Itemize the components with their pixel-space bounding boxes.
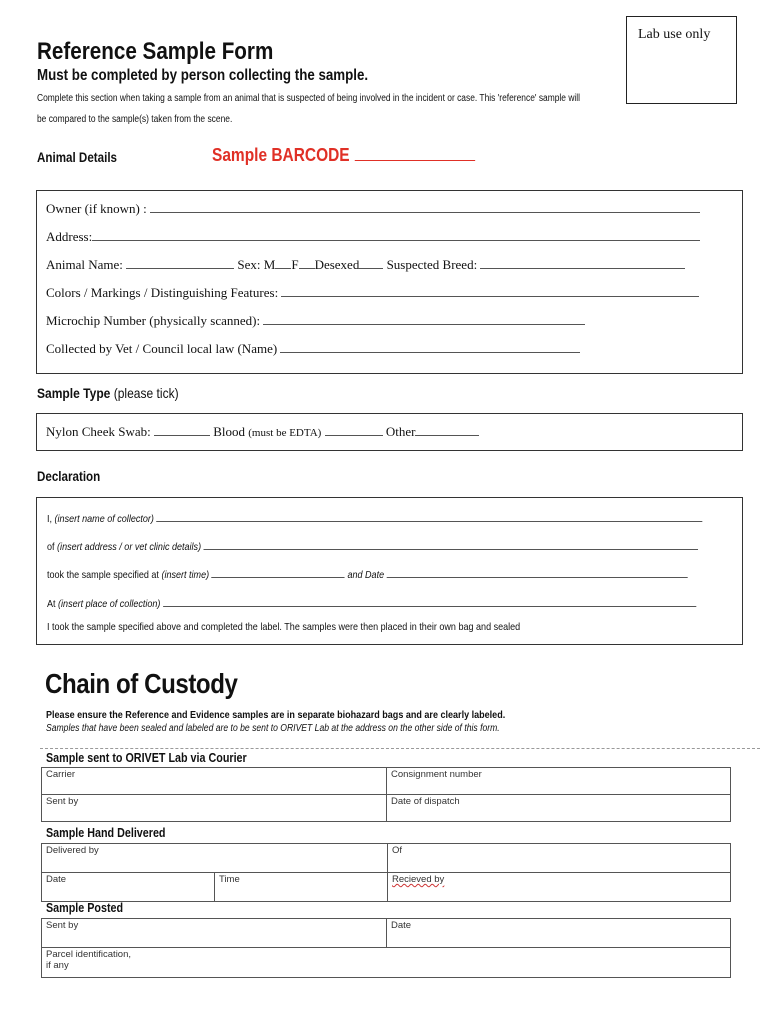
courier-sent-by-cell[interactable]	[42, 795, 387, 822]
collector-name-row	[47, 510, 703, 525]
microchip-field[interactable]	[263, 313, 585, 325]
address-label: Address:	[46, 229, 93, 244]
intro-line-1: Complete this section when taking a sample from an animal that is suspected of being involved in the incident or case. This 'reference' sample will	[37, 93, 581, 104]
hand-time-cell[interactable]	[215, 873, 388, 902]
collector-address-field[interactable]	[204, 538, 699, 550]
posted-heading: Sample Posted	[46, 901, 124, 915]
dispatch-date-label: Date of dispatch	[391, 796, 460, 807]
desexed-field[interactable]	[359, 257, 383, 269]
courier-table	[41, 767, 731, 822]
owner-field[interactable]	[150, 201, 700, 213]
animal-details-box	[36, 190, 743, 374]
sample-type-row	[46, 424, 479, 440]
declaration-heading: Declaration	[37, 469, 101, 484]
sex-f-label: F	[291, 257, 299, 272]
other-field[interactable]	[415, 424, 479, 436]
lab-use-only-label: Lab use only	[638, 27, 711, 42]
animal-name-field[interactable]	[126, 257, 234, 269]
custody-note-2: Samples that have been sealed and labeled are to be sent to ORIVET Lab at the address on the other side of this form.	[46, 723, 500, 734]
intro-line-2: be compared to the sample(s) taken from the scene.	[37, 114, 233, 125]
sample-type-title: Sample Type	[37, 385, 111, 401]
blood-note: (must be EDTA)	[248, 427, 322, 439]
nylon-label: Nylon Cheek Swab:	[46, 424, 151, 439]
blood-field[interactable]	[325, 424, 383, 436]
posted-table	[41, 918, 731, 978]
place-prefix: At	[47, 598, 59, 610]
of-cell[interactable]	[388, 844, 731, 873]
animal-name-label: Animal Name:	[46, 257, 123, 272]
consignment-cell[interactable]	[387, 768, 731, 795]
form-title: Reference Sample Form	[37, 38, 274, 65]
collected-label: Collected by Vet / Council local law (Name)	[46, 341, 278, 356]
hand-delivered-table	[41, 843, 731, 902]
custody-note-1: Please ensure the Reference and Evidence samples are in separate biohazard bags and are clearly labeled.	[46, 709, 506, 721]
chain-of-custody-title: Chain of Custody	[45, 668, 238, 699]
sample-type-box	[36, 413, 743, 451]
lab-use-only-box	[626, 16, 737, 104]
form-subtitle: Must be completed by person collecting the sample.	[37, 67, 369, 84]
declaration-box	[36, 497, 743, 645]
sex-f-field[interactable]	[299, 257, 315, 269]
hand-time-label: Time	[219, 874, 240, 885]
blood-label: Blood	[213, 424, 246, 439]
posted-sent-by-label: Sent by	[46, 920, 79, 931]
address-hint: (insert address / or vet clinic details)	[57, 541, 202, 553]
colors-label: Colors / Markings / Distinguishing Features:	[46, 285, 279, 300]
collected-field[interactable]	[280, 341, 580, 353]
date-label: and Date	[347, 569, 385, 581]
delivered-by-label: Delivered by	[46, 845, 99, 856]
hand-date-label: Date	[46, 874, 67, 885]
sex-label: Sex: M	[237, 257, 276, 272]
place-row	[47, 595, 696, 610]
time-date-row	[47, 566, 688, 581]
owner-row	[46, 201, 700, 217]
parcel-id-cell[interactable]	[42, 948, 731, 978]
of-label: Of	[392, 845, 403, 856]
address-prefix: of	[47, 541, 58, 553]
barcode-field[interactable]	[355, 146, 475, 161]
received-by-cell[interactable]	[388, 873, 731, 902]
sample-barcode	[212, 145, 475, 166]
time-prefix: took the sample specified at	[47, 569, 162, 581]
parcel-id-label-2: if any	[46, 960, 69, 971]
delivered-by-cell[interactable]	[42, 844, 388, 873]
carrier-label: Carrier	[46, 769, 76, 780]
collector-hint: (insert name of collector)	[54, 513, 154, 525]
colors-field[interactable]	[281, 285, 699, 297]
posted-date-cell[interactable]	[387, 919, 731, 948]
desexed-label: Desexed	[314, 257, 360, 272]
carrier-cell[interactable]	[42, 768, 387, 795]
date-field[interactable]	[387, 566, 688, 578]
colors-row	[46, 285, 699, 301]
posted-sent-by-cell[interactable]	[42, 919, 387, 948]
breed-field[interactable]	[480, 257, 685, 269]
parcel-id-label: Parcel identification,	[46, 949, 132, 960]
received-by-label: Recieved by	[392, 874, 445, 885]
time-hint: (insert time)	[161, 569, 210, 581]
posted-date-label: Date	[391, 920, 412, 931]
barcode-label: Sample BARCODE	[212, 145, 350, 165]
sample-type-heading	[37, 385, 179, 401]
sex-m-field[interactable]	[275, 257, 291, 269]
collector-prefix: I,	[47, 513, 55, 525]
collector-address-row	[47, 538, 698, 553]
consignment-label: Consignment number	[391, 769, 482, 780]
microchip-row	[46, 313, 585, 329]
declaration-statement: I took the sample specified above and completed the label. The samples were then placed in their own bag and sealed	[47, 621, 521, 633]
courier-sent-by-label: Sent by	[46, 796, 79, 807]
breed-label: Suspected Breed:	[386, 257, 478, 272]
address-field[interactable]	[92, 229, 700, 241]
animal-details-heading: Animal Details	[37, 150, 118, 165]
address-row	[46, 229, 700, 245]
collected-row	[46, 341, 580, 357]
courier-heading: Sample sent to ORIVET Lab via Courier	[46, 751, 247, 765]
hand-date-cell[interactable]	[42, 873, 215, 902]
sample-type-note: (please tick)	[113, 385, 179, 401]
dispatch-date-cell[interactable]	[387, 795, 731, 822]
dashed-divider	[40, 748, 760, 749]
place-hint: (insert place of collection)	[58, 598, 161, 610]
nylon-field[interactable]	[154, 424, 210, 436]
other-label: Other	[385, 424, 416, 439]
time-field[interactable]	[212, 566, 345, 578]
animal-name-row	[46, 257, 685, 273]
place-field[interactable]	[163, 595, 696, 607]
hand-delivered-heading: Sample Hand Delivered	[46, 826, 166, 840]
microchip-label: Microchip Number (physically scanned):	[46, 313, 261, 328]
collector-name-field[interactable]	[156, 510, 702, 522]
owner-label: Owner (if known) :	[46, 201, 147, 216]
